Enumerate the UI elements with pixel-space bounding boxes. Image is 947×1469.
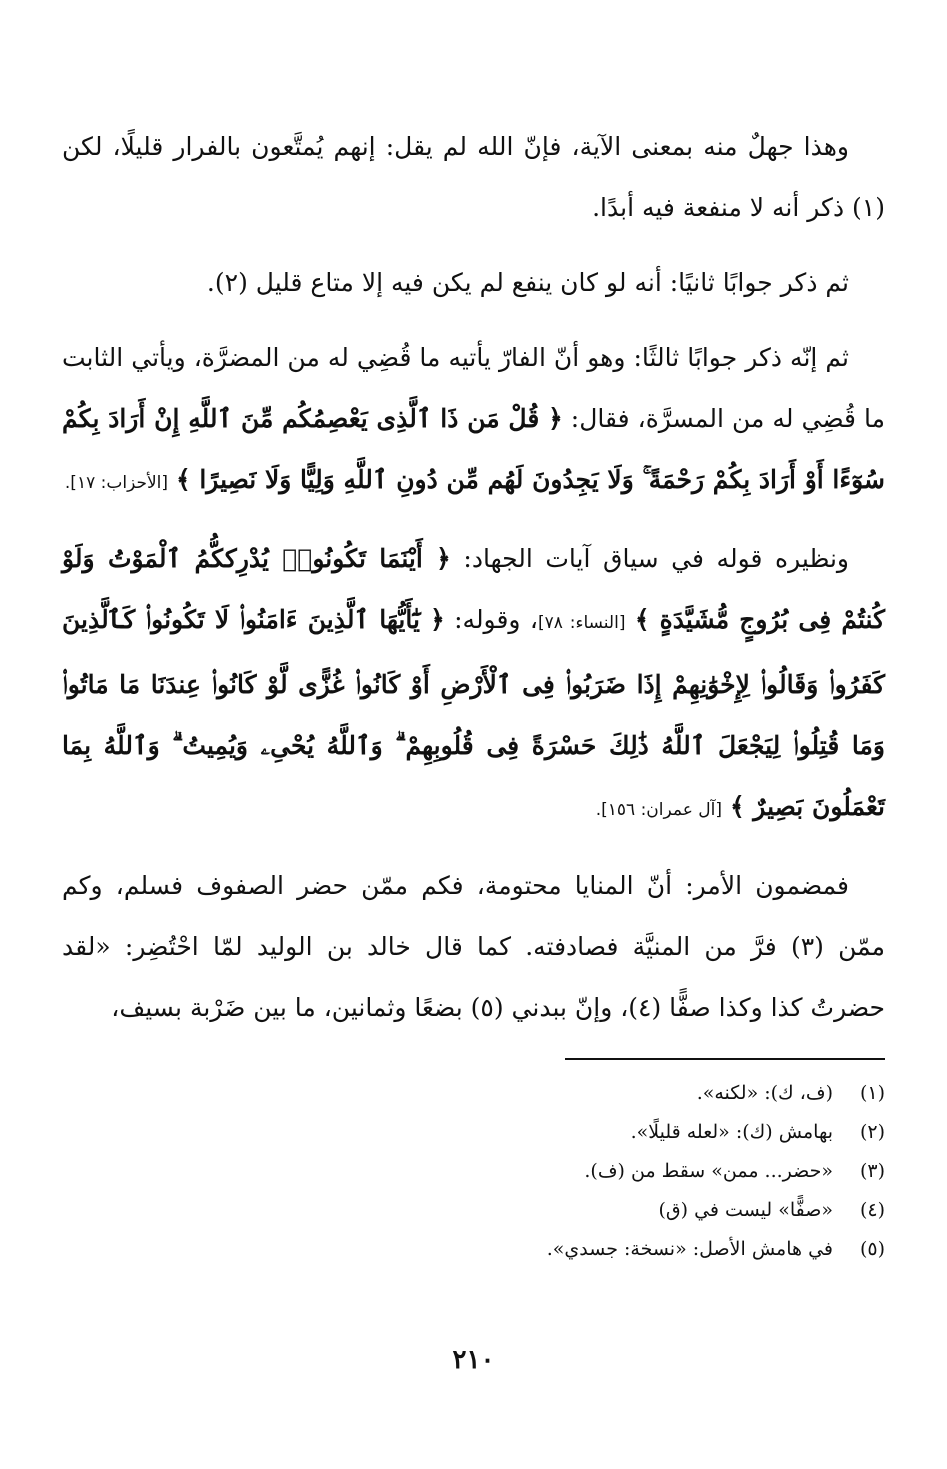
paragraph-3-text: ثم إنّه ذكر جوابًا ثالثًا: وهو أنّ الفارّ يأتيه ما قُضِي له من المضرَّة، ويأتي الثابت ما قُضِي له من المسرَّة، فقال: xyxy=(62,343,885,433)
quran-verse-al-imran: ﴿ يَٰٓأَيُّهَا ٱلَّذِينَ ءَامَنُوا۟ لَا تَكُونُوا۟ كَٱلَّذِينَ كَفَرُوا۟ وَقَالُوا۟ لِإِخْوَٰنِهِمْ إِذَا ضَرَبُوا۟ فِى ٱلْأَرْضِ أَوْ كَانُوا۟ غُزًّى لَّوْ كَانُوا۟ عِندَنَا مَا مَاتُوا۟ وَمَا قُتِلُوا۟ لِيَجْعَلَ ٱللَّهُ ذَٰلِكَ حَسْرَةً فِى قُلُوبِهِمْ ۗ وَٱللَّهُ يُحْىِۦ وَيُمِيتُ ۗ وَٱللَّهُ بِمَا تَعْمَلُونَ بَصِيرٌ ﴾ xyxy=(62,605,885,821)
footnote-2 xyxy=(62,1113,885,1152)
paragraph-4-middle: ، وقوله: xyxy=(444,605,538,634)
verse-reference-al-imran: [آل عمران: ١٥٦]. xyxy=(595,800,722,820)
quran-verse-nisa: ﴿ أَيْنَمَا تَكُونُوا۟ يُدْرِككُّمُ ٱلْمَوْتُ وَلَوْ كُنتُمْ فِى بُرُوجٍ مُّشَيَّدَةٍ ﴾ xyxy=(62,544,885,634)
paragraph-3 xyxy=(62,327,885,514)
footnote-divider xyxy=(565,1058,885,1060)
quran-verse-ahzab: ﴿ قُلْ مَن ذَا ٱلَّذِى يَعْصِمُكُم مِّنَ ٱللَّهِ إِنْ أَرَادَ بِكُمْ سُوٓءًا أَوْ أَرَادَ بِكُمْ رَحْمَةً ۚ وَلَا يَجِدُونَ لَهُم مِّن دُونِ ٱللَّهِ وَلِيًّا وَلَا نَصِيرًا ﴾ xyxy=(62,404,885,494)
footnote-number: (٢) xyxy=(859,1121,885,1143)
footnote-5 xyxy=(62,1230,885,1269)
footnote-text: في هامش الأصل: «نسخة: جسدي». xyxy=(546,1238,833,1260)
footnote-number: (٥) xyxy=(859,1238,885,1260)
verse-reference-ahzab: [الأحزاب: ١٧]. xyxy=(64,473,169,493)
footnotes xyxy=(62,1074,885,1269)
footnote-3 xyxy=(62,1152,885,1191)
paragraph-1: وهذا جهلٌ منه بمعنى الآية، فإنّ الله لم يقل: إنهم يُمتَّعون بالفرار قليلًا، لكن (١) ذكر أنه لا منفعة فيه أبدًا. xyxy=(62,132,885,222)
footnote-4 xyxy=(62,1191,885,1230)
verse-reference-nisa: [النساء: ٧٨] xyxy=(537,613,626,633)
footnote-text: (ف، ك): «لكنه». xyxy=(696,1082,833,1104)
footnote-number: (٣) xyxy=(859,1160,885,1182)
footnote-1 xyxy=(62,1074,885,1113)
footnote-number: (١) xyxy=(859,1082,885,1104)
footnote-text: «صفًّا» ليست في (ق) xyxy=(658,1199,833,1221)
paragraph-4-text: ونظيره قوله في سياق آيات الجهاد: xyxy=(450,544,850,573)
footnote-text: «حضر... ممن» سقط من (ف). xyxy=(584,1160,833,1182)
paragraph-5: فمضمون الأمر: أنّ المنايا محتومة، فكم ممّن حضر الصفوف فسلم، وكم ممّن (٣) فرَّ من المنيَّة فصادفته. كما قال خالد بن الوليد لمّا احْتُضِر: «لقد حضرتُ كذا وكذا صفًّا (٤)، وإنّ ببدني (٥) بضعًا وثمانين، ما بين ضَرْبة بسيف، xyxy=(62,871,885,1022)
footnote-number: (٤) xyxy=(859,1199,885,1221)
main-text xyxy=(62,116,885,1052)
paragraph-2: ثم ذكر جوابًا ثانيًا: أنه لو كان ينفع لم يكن فيه إلا متاع قليل (٢). xyxy=(206,268,849,297)
footnote-text: بهامش (ك): «لعله قليلًا». xyxy=(630,1121,833,1143)
paragraph-4 xyxy=(62,528,885,841)
page-number: ٢١٠ xyxy=(452,1345,495,1375)
